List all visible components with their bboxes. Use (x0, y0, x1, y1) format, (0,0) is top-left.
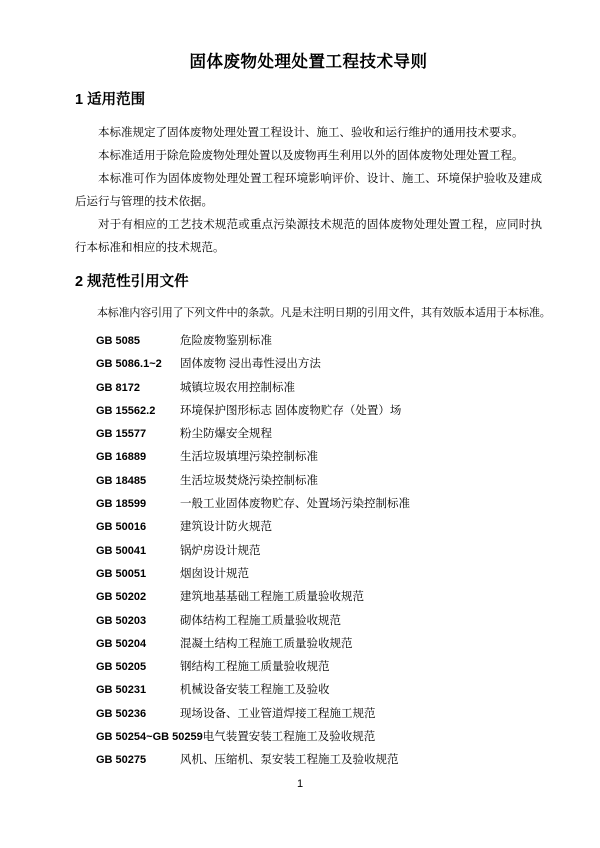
reference-row (96, 703, 542, 726)
reference-code: GB 50202 (96, 591, 147, 604)
section2-heading: 2 规范性引用文件 (75, 274, 189, 290)
reference-code: GB 50041 (96, 544, 147, 557)
body-paragraph: 对于有相应的工艺技术规范或重点污染源技术规范的固体废物处理处置工程，应同时执行本标准和相应的技术规范。 (75, 219, 542, 254)
reference-code: GB 50204 (96, 637, 147, 650)
reference-title: 钢结构工程施工质量验收规范 (180, 661, 330, 674)
reference-row (96, 516, 542, 539)
reference-title: 砌体结构工程施工质量验收规范 (180, 614, 341, 627)
reference-code: GB 50236 (96, 707, 147, 720)
reference-row (96, 633, 542, 656)
reference-row (96, 446, 542, 469)
reference-title: 现场设备、工业管道焊接工程施工规范 (180, 707, 376, 720)
reference-title: 电气装置安装工程施工及验收规范 (202, 731, 376, 744)
body-paragraph: 本标准规定了固体废物处理处置工程设计、施工、验收和运行维护的通用技术要求。 (98, 127, 524, 139)
reference-code: GB 50231 (96, 684, 147, 697)
reference-code: GB 15577 (96, 428, 147, 441)
reference-code: GB 18485 (96, 474, 147, 487)
reference-title: 生活垃圾焚烧污染控制标准 (180, 474, 318, 487)
reference-row (96, 586, 542, 609)
section2-intro: 本标准内容引用了下列文件中的条款。凡是未注明日期的引用文件，其有效版本适用于本标准。 (97, 307, 551, 319)
reference-code: GB 50016 (96, 521, 147, 534)
reference-row (96, 400, 542, 423)
reference-title: 建筑地基基础工程施工质量验收规范 (180, 591, 364, 604)
reference-code: GB 50275 (96, 754, 147, 767)
reference-row (96, 470, 542, 493)
reference-row (96, 679, 542, 702)
reference-row (96, 726, 542, 749)
reference-row (96, 330, 542, 353)
reference-code: GB 18599 (96, 498, 147, 511)
reference-row (96, 423, 542, 446)
reference-row (96, 377, 542, 400)
reference-code: GB 50203 (96, 614, 147, 627)
reference-code: GB 50051 (96, 567, 147, 580)
body-paragraph: 本标准可作为固体废物处理处置工程环境影响评价、设计、施工、环境保护验收及建成后运行与管理的技术依据。 (75, 173, 542, 208)
section1-paragraphs (75, 122, 542, 260)
reference-row (96, 353, 542, 376)
reference-title: 城镇垃圾农用控制标准 (180, 381, 295, 394)
reference-row (96, 656, 542, 679)
reference-list (96, 330, 542, 773)
section1-heading: 1 适用范围 (75, 92, 146, 108)
reference-title: 一般工业固体废物贮存、处置场污染控制标准 (180, 498, 410, 511)
reference-code: GB 5086.1~2 (96, 358, 162, 371)
reference-title: 机械设备安装工程施工及验收 (180, 684, 330, 697)
body-paragraph: 本标准适用于除危险废物处理处置以及废物再生利用以外的固体废物处理处置工程。 (98, 150, 524, 162)
reference-code: GB 50205 (96, 661, 147, 674)
reference-code: GB 5085 (96, 335, 141, 347)
reference-row (96, 540, 542, 563)
reference-title: 烟囱设计规范 (180, 567, 249, 580)
reference-code: GB 15562.2 (96, 404, 156, 417)
reference-row (96, 749, 542, 772)
page-number: 1 (296, 778, 304, 790)
reference-title: 风机、压缩机、泵安装工程施工及验收规范 (180, 754, 399, 767)
reference-title: 建筑设计防火规范 (180, 521, 272, 534)
reference-title: 粉尘防爆安全规程 (180, 428, 272, 441)
reference-code: GB 8172 (96, 381, 141, 394)
reference-row (96, 563, 542, 586)
reference-title: 生活垃圾填埋污染控制标准 (180, 451, 318, 464)
reference-code: GB 50254~GB 50259 (96, 731, 203, 744)
reference-title: 固体废物 浸出毒性浸出方法 (180, 358, 321, 371)
reference-title: 危险废物鉴别标准 (180, 335, 272, 347)
reference-title: 环境保护图形标志 固体废物贮存（处置）场 (180, 404, 402, 417)
reference-row (96, 493, 542, 516)
reference-title: 混凝土结构工程施工质量验收规范 (180, 637, 353, 650)
reference-title: 锅炉房设计规范 (180, 544, 261, 557)
reference-row (96, 610, 542, 633)
document-title: 固体废物处理处置工程技术导则 (189, 53, 428, 71)
reference-code: GB 16889 (96, 451, 147, 464)
